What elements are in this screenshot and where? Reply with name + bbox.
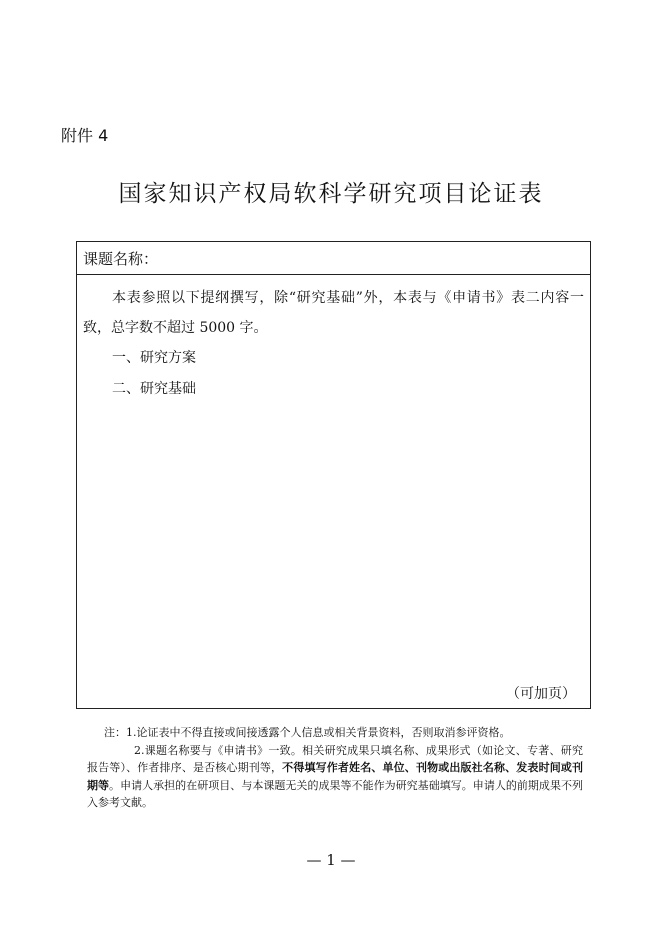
section-research-plan: 一、研究方案 [112,350,196,366]
note-2-text-end: 。申请人承担的在研项目、与本课题无关的成果等不能作为研究基础填写。申请人的前期成果不列入参考文献。 [87,778,583,809]
notes-block [87,724,583,812]
page-number: — 1 — [306,851,356,869]
add-pages-note: （可加页） [506,686,576,702]
instruction-text: 本表参照以下提纲撰写，除“研究基础”外，本表与《申请书》表二内容一致，总字数不超过 5000 字。 [83,290,584,336]
form-content-area[interactable] [77,275,590,405]
note-2 [87,742,583,812]
document-title: 国家知识产权局软科学研究项目论证表 [118,181,544,207]
topic-name-field[interactable]: 课题名称： [77,242,590,275]
note-2-text-start: 2.课题名称要与《申请书》一致。相关研究成果只填名称、成果形式（如论文、专著、研究报告等）、作者排序、是否核心期刊等， [87,743,583,774]
attachment-label: 附件 4 [61,126,109,145]
note-1: 注：1.论证表中不得直接或间接透露个人信息或相关背景资料，否则取消参评资格。 [104,726,511,739]
section-research-foundation: 二、研究基础 [112,381,196,397]
argumentation-form [76,241,591,709]
note-2-bold-text: 不得填写作者姓名、单位、刊物或出版社名称、发表时间或刊期等 [87,761,584,792]
